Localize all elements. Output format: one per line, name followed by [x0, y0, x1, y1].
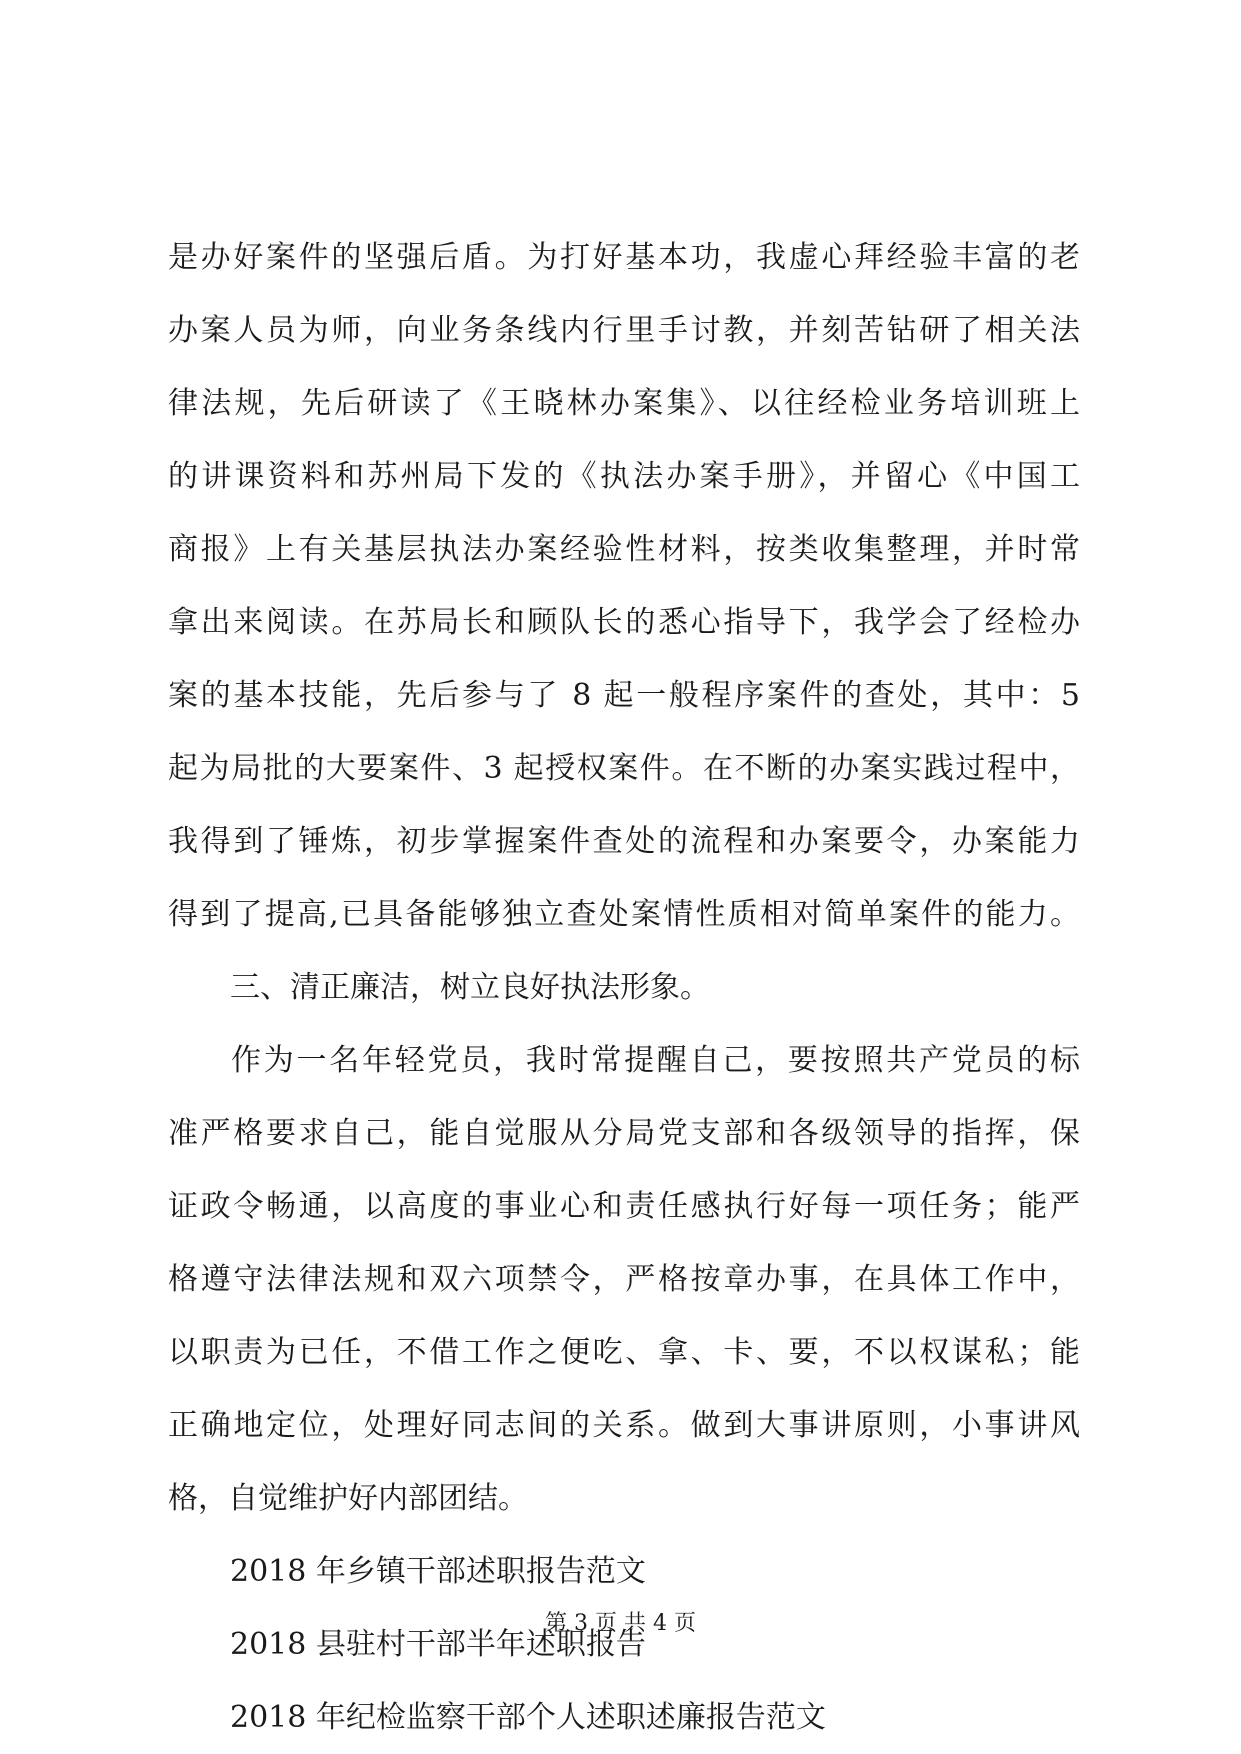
paragraph-line: 准严格要求自己，能自觉服从分局党支部和各级领导的指挥，保	[168, 1116, 1080, 1151]
paragraph-line: 格，自觉维护好内部团结。	[168, 1481, 528, 1516]
paragraph-line: 案的基本技能，先后参与了 8 起一般程序案件的查处，其中：5	[168, 678, 1080, 713]
related-article-title: 2018 年乡镇干部述职报告范文	[230, 1554, 646, 1589]
paragraph-line: 办案人员为师，向业务条线内行里手讨教，并刻苦钻研了相关法	[168, 313, 1080, 348]
paragraph-line: 证政令畅通，以高度的事业心和责任感执行好每一项任务；能严	[168, 1189, 1080, 1224]
paragraph-line: 律法规，先后研读了《王晓林办案集》、以往经检业务培训班上	[168, 386, 1080, 421]
paragraph-line: 的讲课资料和苏州局下发的《执法办案手册》，并留心《中国工	[168, 459, 1080, 494]
paragraph-line: 是办好案件的坚强后盾。为打好基本功，我虚心拜经验丰富的老	[168, 240, 1080, 275]
paragraph-line: 作为一名年轻党员，我时常提醒自己，要按照共产党员的标	[231, 1043, 1080, 1078]
paragraph-line: 起为局批的大要案件、3 起授权案件。在不断的办案实践过程中，	[168, 751, 1080, 786]
paragraph-line: 商报》上有关基层执法办案经验性材料，按类收集整理，并时常	[168, 532, 1080, 567]
paragraph-line: 以职责为已任，不借工作之便吃、拿、卡、要，不以权谋私；能	[168, 1335, 1080, 1370]
document-body	[168, 221, 1080, 1754]
paragraph-line: 正确地定位，处理好同志间的关系。做到大事讲原则，小事讲风	[168, 1408, 1080, 1443]
paragraph-line: 格遵守法律法规和双六项禁令，严格按章办事，在具体工作中，	[168, 1262, 1080, 1297]
related-article-title: 2018 县驻村干部半年述职报告	[230, 1627, 646, 1662]
paragraph-line: 得到了提高,已具备能够独立查处案情性质相对简单案件的能力。	[168, 897, 1080, 932]
paragraph-line: 我得到了锤炼，初步掌握案件查处的流程和办案要令，办案能力	[168, 824, 1080, 859]
section-heading: 三、清正廉洁，树立良好执法形象。	[230, 970, 710, 1005]
related-article-title: 2018 年纪检监察干部个人述职述廉报告范文	[230, 1700, 826, 1735]
page-number-footer: 第 3 页 共 4 页	[545, 1611, 696, 1636]
paragraph-line: 拿出来阅读。在苏局长和顾队长的悉心指导下，我学会了经检办	[168, 605, 1080, 640]
